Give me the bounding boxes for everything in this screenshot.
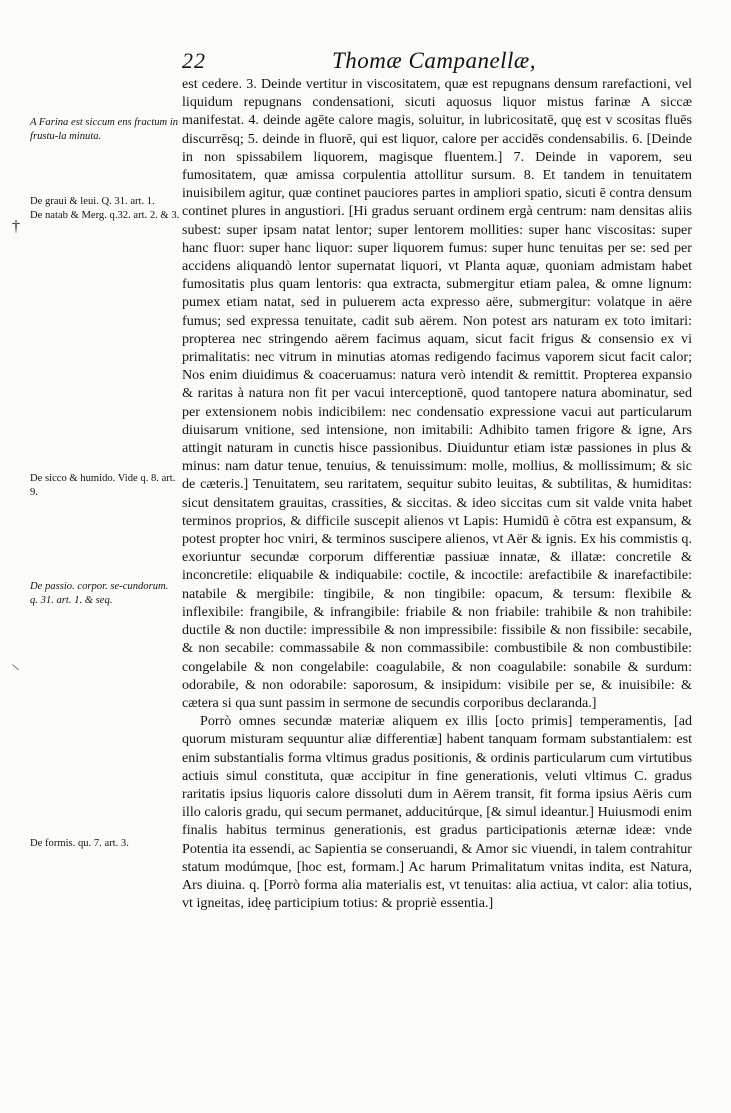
- running-title: Thomæ Campanellæ,: [332, 48, 537, 73]
- paragraph-1: est cedere. 3. Deinde vertitur in viscositatem, quæ est repugnans densum rarefactioni, vel liquidum repugnans condensationi, sicuti aquosus liquor mistus farinæ A siccæ manifestat. 4. deinde agēte calore magis, soluitur, in lubricositatē, quę est v scositas fluēs discurrēsq; 5. deinde in fluorē, qui est liquor, calore per accidēs condensabilis. 6. [Deinde in non spissabilem liquorem, magisque fluentem.] 7. Deinde in vaporem, seu fumositatem, quæ amissa corpulentia attollitur sursum. 8. Et tandem in tenuitatem inuisibilem agitur, quæ continet pauciores partes in ampliori spatio, sicuti ē contra densum continet plures in angustiori. [Hi gradus seruant ordinem ergà centrum: nam densitas aliis subest: super ipsam natat lentor; super lentorem mollities: super hanc viscositas: super hanc fluor: super hanc liquor: super liquorem fumus: super hunc tenuitas per se: sed per accidens aliquandò lentor supernatat liquori, vt Planta aquæ, quoniam admistam habet fumositatis plus quam lentoris: qua extracta, submergitur etiam palea, & omne lignum: pumex etiam natat, sed in puluerem acta expresso aëre, submergitur: volatque in aëre fumus; sed expressa tenuitate, cadit sub aërem. Non potest ars naturam ex toto imitari: propterea nec stringendo aërem facimus aquam, sicut facit frigus & consensio ex vi primalitatis: nec vitrum in minutias atomas redigendo facimus vaporem sicut facit calor; Nos enim diuidimus & coaceruamus: natura verò intendit & remittit. Propterea expansio & raritas à natura non fit per vacui interceptionē, quod tantopere natura abominatur, sed per extensionem nobis indicibilem: nec condensatio expressione vacui aut particularum diuisarum vnitione, sed intensione, non imitabili: Adhibito tamen frigore & igne, Ars attingit naturam in cunctis hisce passionibus. Diuiduntur etiam istæ passiones in plus & minus: nam datur tenue, tenuius, & tenuissimum: molle, mollius, & mollissimum; & sic de cæteris.] Tenuitatem, seu raritatem, sequitur subito leuitas, & subtilitas, & humiditas: sicut densitatem grauitas, crassities, & siccitas. & ideo siccitas cum sit valde vnita habet terminos proprios, & difficile suscepit alienos vt Lapis: Humidū è cōtra est expansum, & potest propter hoc vniri, & terminos suscipere alienos, vt Aër & ignis. Ex his commistis q. exoriuntur secundæ corporum differentiæ passiuæ innatæ, & illatæ: concretile & inconcretile: eliquabile & indiquabile: coctile, & incoctile: arefactibile & inarefactibile: natabile & mergibile: tingibile, & non tingibile: opacum, & tersum: flexibile & inflexibile: frangibile, & infrangibile: friabile & non friabile: trahibile & non trahibile: ductile & non ductile: impressibile & non impressibile: fissibile & non fissibile: secabile, & non secabile: commassabile & non commassibile: combustibile & non combustibile: congelabile & non congelabile: coagulabile, & non coagulabile: sonabile & surdum: odorabile, & non odorabile: saporosum, & insipidum: visibile per se, & inuisibile: & cætera si qua sunt passim in sermone de secundis corporibus declaranda.]: [182, 76, 692, 711]
- page-number: 22: [182, 48, 206, 73]
- paragraph-2: Porrò omnes secundæ materiæ aliquem ex illis [octo primis] temperamentis, [ad quorum misturam sequuntur aliæ differentiæ] habent tanquam formam substantialem: est enim substantialis forma vltimus gradus positionis, & ordinis particularum cum virtutibus actiuis simul constituta, quæ accipitur in fine generationis, veluti vltimus C. gradus raritatis ipsius liquoris calore dissoluti dum in Aërem transit, fit forma ipsius Aëris cum illo caloris gradu, qui secum permanet, adducitúrque, [& simul ideantur.] Huiusmodi enim finalis habitus terminus generationis, est gradus participationis æternæ ideæ: vnde Potentia ita essendi, ac Sapientia se conseruandi, & Amor sic viuendi, in talem contrahitur statum modúmque, [hoc est, formam.] Ac harum Primalitatum vnitas indita, est Natura, Ars diuina. q. [Porrò forma alia materialis est, vt tenuitas: alia actiua, vt calor: alia totius, vt igneitas, ideę participium totius: & propriè essentia.]: [182, 713, 692, 912]
- ink-stroke-mark: \: [10, 660, 21, 674]
- margin-note-graui-leui: De graui & leui. Q. 31. art. 1. De natab & Merg. q.32. art. 2. & 3.: [30, 196, 180, 221]
- margin-note-passio-corpor: De passio. corpor. se-cundorum. q. 31. art. 1. & seq.: [30, 581, 169, 606]
- page-header: [182, 48, 682, 76]
- margin-note-sicco-humido: De sicco & humido. Vide q. 8. art. 9.: [30, 473, 176, 498]
- margin-note-formis: De formis. qu. 7. art. 3.: [30, 838, 129, 849]
- ink-dagger-mark: †: [12, 218, 20, 235]
- main-text-column: [182, 75, 692, 912]
- margin-note-farina: A Farina est siccum ens fractum in frustu-la minuta.: [30, 117, 179, 142]
